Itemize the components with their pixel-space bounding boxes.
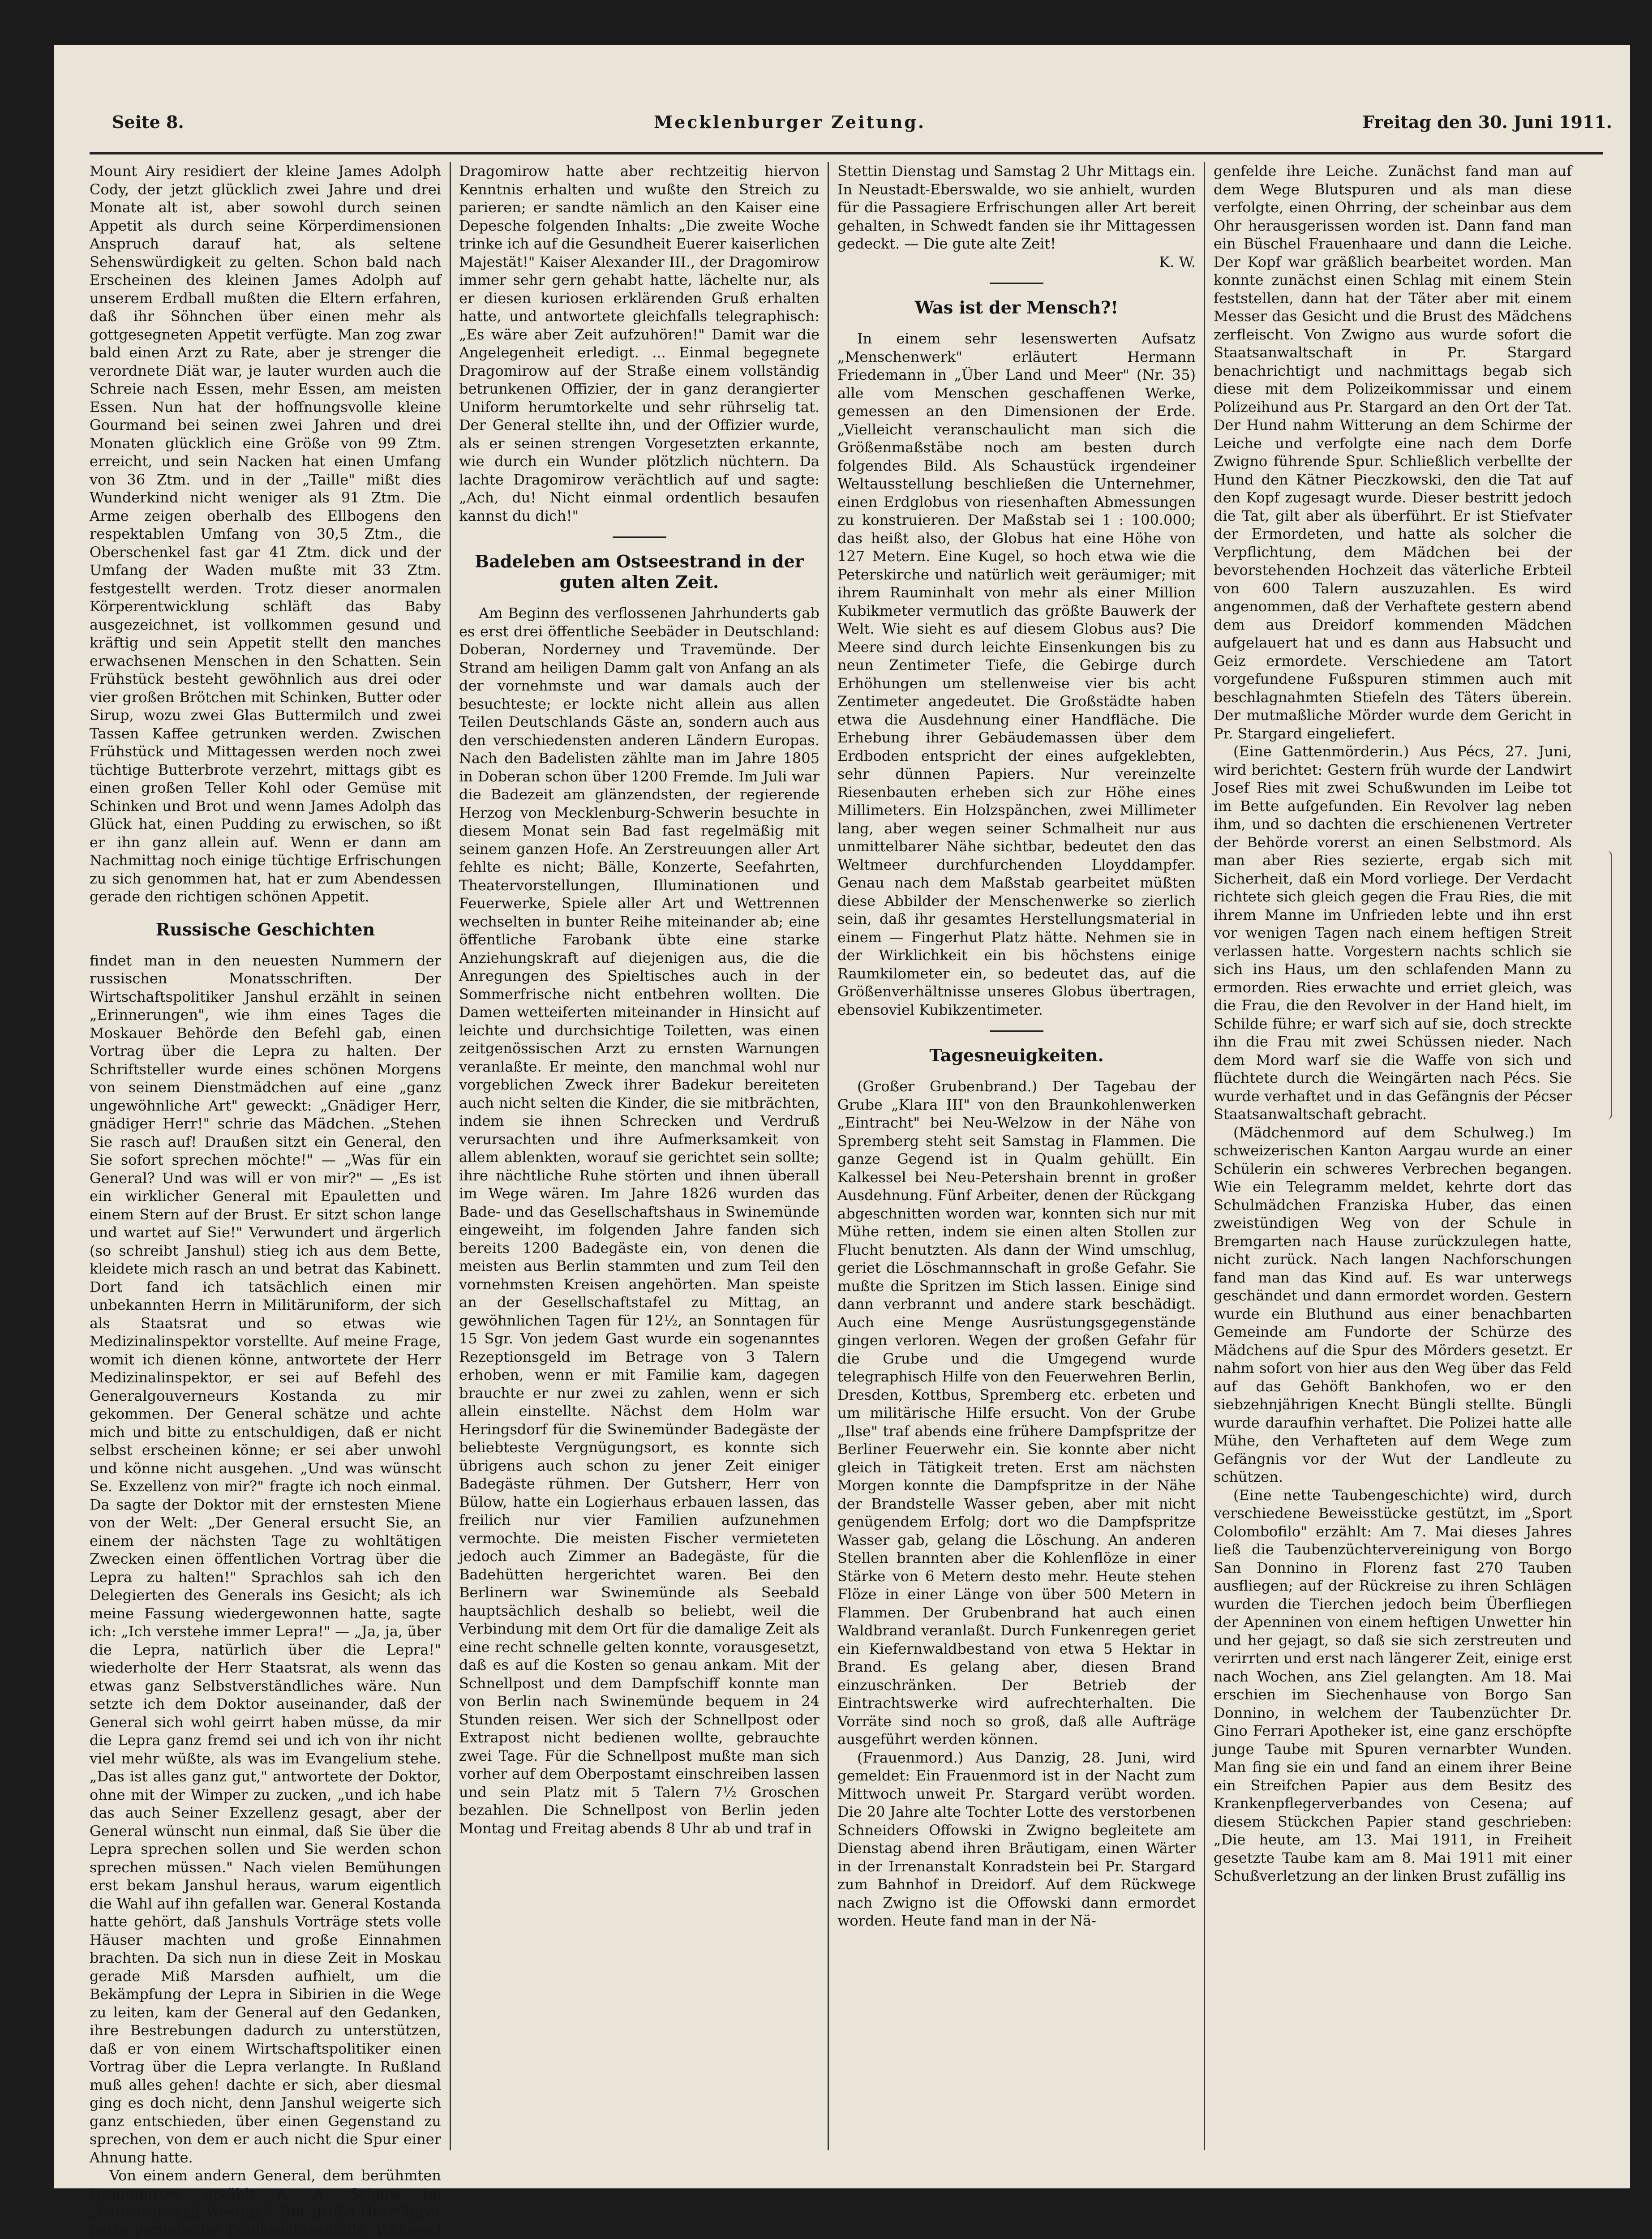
article-dragomirow-continued: Dragomirow hatte aber rechtzeitig hiervon Kenntnis erhalten und wußte den Streich zu parieren; er sandte nämlich an den Kaiser eine Depesche folgenden Inhalts: „Die zweite Woche trinke ich auf die Gesundheit Euerer kaiserlichen Majestät!" Kaiser Alexander III., der Dragomirow immer sehr gern gehabt hatte, lächelte nur, als er diesen kuriosen erklärenden Gruß erhalten hatte, und antwortete gleichfalls telegraphisch: „Es wäre aber Zeit aufzuhören!" Damit war die Angelegenheit erledigt. ... Einmal begegnete Dragomirow auf der Straße einem vollständig betrunkenen Offizier, der in ganz derangierter Uniform herumtorkelte und sehr rührselig tat. Der General stellte ihn, und der Offizier wurde, als er seinen strengen Vorgesetzten erkannte, wie durch ein Wunder plötzlich nüchtern. Da lachte Dragomirow verächtlich auf und sagte: „Ach, du! Nicht einmal ordentlich besaufen kannst du dich!" [459, 163, 820, 524]
news-maedchenmord: (Mädchenmord auf dem Schulweg.) Im schweizerischen Kanton Aargau wurde an einer Schülerin ein schweres Verbrechen begangen. Wie ein Telegramm meldet, kehrte dort das Schulmädchen Franziska Huber, das einen zweistündigen Weg von der Schule in Bremgarten nach Hause zurückzulegen hatte, nicht zurück. Nach langen Nachforschungen fand man das Kind auf. Es war unterwegs geschändet und dann ermordet worden. Gestern wurde ein Bluthund aus einer benachbarten Gemeinde am Fundorte der Schürze des Mädchens auf die Spur des Mörders gesetzt. Er nahm sofort von hier aus den Weg über das Feld auf das Gehöft Bankhofen, wo er den siebzehnjährigen Knecht Büngli stellte. Büngli wurde daraufhin verhaftet. Die Polizei hatte alle Mühe, den Verhafteten auf dem Wege zum Gefängnis vor der Wut der Landleute zu schützen. [1214, 1124, 1572, 1485]
headline-badeleben: Badeleben am Ostseestrand in der guten alten Zeit. [475, 551, 804, 592]
article-cody-text: Mount Airy residiert der kleine James Adolph Cody, der jetzt glücklich zwei Jahre und drei Monate alt ist, aber sowohl durch seinen Appetit als durch seine Körperdimensionen Anspruch darauf hat, als seltene Sehenswürdigkeit zu gelten. Schon bald nach Erscheinen des kleinen James Adolph auf unserem Erdball mußten die Eltern erfahren, daß ihr Söhnchen über einen mehr als gottgesegneten Appetit verfügte. Man zog zwar bald einen Arzt zu Rate, aber je strenger die verordnete Diät war, je lauter wurden auch die Schreie nach Essen, mehr Essen, am meisten Essen. Nun hat der hoffnungsvolle kleine Gourmand bei seinen zwei Jahren und drei Monaten glücklich eine Größe von 99 Ztm. erreicht, und sein Nacken hat einen Umfang von 36 Ztm. und in der „Taille" mißt dies Wunderkind nicht weniger als 91 Ztm. Die Arme zeigen oberhalb des Ellbogens den respektablen Umfang von 30,5 Ztm., die Oberschenkel fast gar 41 Ztm. dick und der Umfang der Waden mußte mit 33 Ztm. festgestellt werden. Trotz dieser anormalen Körperentwicklung schläft das Baby ausgezeichnet, ist vollkommen gesund und kräftig und sein Appetit stellt den manches erwachsenen Menschen in den Schatten. Sein Frühstück besteht gewöhnlich aus drei oder vier großen Brötchen mit Schinken, Butter oder Sirup, wozu zwei Glas Buttermilch und zwei Tassen Kaffee getrunken werden. Zwischen Frühstück und Mittagessen werden noch zwei tüchtige Butterbrote verzehrt, mittags gibt es einen großen Teller Kohl oder Gemüse mit Schinken und Brot und wenn James Adolph das Glück hat, einen Pudding zu erwischen, so ißt er ihn ganz allein auf. Wenn er dann am Nachmittag noch einige tüchtige Erfrischungen zu sich genommen hat, hat er zum Abendessen gerade den richtigen schönen Appetit. [90, 163, 441, 905]
article-badeleben-text: Am Beginn des verflossenen Jahrhunderts gab es erst drei öffentliche Seebäder in Deutschland: Doberan, Norderney und Travemünde. Der Strand am heiligen Damm galt von Anfang an als der vornehmste und war damals auch der besuchteste; er lockte nicht allein aus allen Teilen Deutschlands Gäste an, sondern auch aus den verschiedensten anderen Ländern Europas. Nach den Badelisten zählte man im Jahre 1805 in Doberan schon über 1200 Fremde. Im Juli war die Badezeit am glänzendsten, der regierende Herzog von Mecklenburg-Schwerin besuchte in diesem Monat sein Bad fast regelmäßig mit seinem ganzen Hofe. An Zerstreuungen aller Art fehlte es nicht; Bälle, Konzerte, Seefahrten, Theatervorstellungen, Illuminationen und Feuerwerke, Spiele aller Art und Wettrennen wechselten in bunter Reihe miteinander ab; eine öffentliche Farobank übte eine starke Anziehungskraft auf diejenigen aus, die die Anregungen des Spieltisches auch in der Sommerfrische nicht entbehren wollten. Die Damen wetteiferten miteinander in Hinsicht auf leichte und durchsichtige Toiletten, was einen zeitgenössischen Arzt zu ernsten Warnungen veranlaßte. Er meinte, den manchmal wohl nur vorgeblichen Zweck ihrer Badekur bereiteten auch nicht selten die Kinder, die sie mitbrächten, indem sie ihnen Schrecken und Verdruß verursachten und ihre Aufmerksamkeit von allem ablenkten, worauf sie gerichtet sein sollte; ihre nächtliche Ruhe störten und ihnen überall im Wege wären. Im Jahre 1826 wurden das Bade- und das Gesellschaftshaus in Swinemünde eingeweiht, im folgenden Jahre fanden sich bereits 1200 Badegäste ein, von denen die meisten aus Berlin stammten und zum Teil den vornehmsten Kreisen angehörten. Man speiste an der Gesellschaftstafel zu Mittag, an gewöhnlichen Tagen für 12½, an Sonntagen für 15 Sgr. Von jedem Gast wurde ein sogenanntes Rezeptionsgeld im Betrage von 3 Talern erhoben, wenn er mit Familie kam, dagegen brauchte er nur zwei zu zahlen, wenn er sich allein einstellte. Nächst dem Holm war Heringsdorf für die Swinemünder Badegäste der beliebteste Vergnügungsort, es konnte sich übrigens auch schon zu jener Zeit einiger Badegäste rühmen. Der Gutsherr, Herr von Bülow, hatte ein Logierhaus erbauen lassen, das freilich nur vier Familien aufzunehmen vermochte. Die meisten Fischer vermieteten jedoch auch Zimmer an Badegäste, für die Badehütten hergerichtet waren. Bei den Berlinern war Swinemünde als Seebald hauptsächlich deshalb so beliebt, weil die Verbindung mit dem Ort für die damalige Zeit als eine recht schnelle gelten konnte, vorausgesetzt, daß es auf die Kosten so genau ankam. Mit der Schnellpost und dem Dampfschiff konnte man von Berlin nach Swinemünde bequem in 24 Stunden reisen. Wer sich der Schnellpost oder Extrapost nicht bedienen wollte, gebrauchte zwei Tage. Für die Schnellpost mußte man sich vorher auf dem Oberpostamt einschreiben lassen und sein Platz mit 5 Talern 7½ Groschen bezahlen. Die Schnellpost von Berlin jeden Montag und Freitag abends 8 Uhr ab und traf in [459, 605, 820, 1837]
headline-tagesneuigkeiten: Tagesneuigkeiten. [929, 1045, 1104, 1065]
column-divider [828, 162, 829, 2150]
headline-russische-geschichten: Russische Geschichten [155, 919, 375, 939]
column-divider [450, 162, 451, 2150]
column-4 [1214, 162, 1572, 2150]
section-divider [990, 283, 1043, 284]
column-1 [90, 162, 441, 2239]
column-3 [837, 162, 1196, 2150]
masthead [72, 112, 1612, 152]
issue-date: Freitag den 30. Juni 1911. [1362, 112, 1612, 132]
news-taubengeschichte: (Eine nette Taubengeschichte) wird, durch verschiedene Beweisstücke gestützt, im „Sport Colombofilo" erzählt: Am 7. Mai dieses Jahres ließ die Taubenzüchtervereinigung von Borgo San Donnino in Florenz fast 270 Tauben ausfliegen; auf der Rückreise zu ihren Schlägen wurden die Tierchen jedoch beim Überfliegen der Apenninen von einem heftigen Unwetter hin und her gejagt, so daß sie sich zerstreuten und verirrten und erst nach längerer Zeit, einige erst nach Wochen, ans Ziel gelangten. Am 18. Mai erschien im Siechenhause von Borgo San Donnino, in welchem der Taubenzüchter Dr. Gino Ferrari Apotheker ist, eine ganz erschöpfte junge Taube mit Spuren vernarbter Wunden. Man fing sie ein und fand an einem ihrer Beine ein Streifchen Papier aus dem Besitz des Krankenpflegerverbandes von Cesena; auf diesem Stückchen Papier stand geschrieben: „Die heute, am 13. Mai 1911, in Freiheit gesetzte Taube kam am 8. Mai 1911 mit einer Schußverletzung an der linken Brust zufällig ins [1214, 1486, 1572, 1884]
article-badeleben-continued: Stettin Dienstag und Samstag 2 Uhr Mittags ein. In Neustadt-Eberswalde, wo sie anhielt, wurden für die Passagiere Erfrischungen aller Art bereit gehalten, in Schwedt fanden sie ihr Mittagessen gedeckt. — Die gute alte Zeit! [837, 163, 1196, 252]
header-rule [90, 152, 1603, 154]
page-fold-mark [1607, 851, 1612, 1120]
news-gattenmoerderin: (Eine Gattenmörderin.) Aus Pécs, 27. Juni, wird berichtet: Gestern früh wurde der Landwirt Josef Ries mit zwei Schußwunden im Leibe tot im Bette aufgefunden. Ein Revolver lag neben ihm, und so dachten die erschienenen Vertreter der Behörde vorerst an einen Selbstmord. Als man aber Ries sezierte, ergab sich mit Sicherheit, daß ein Mord vorliege. Der Verdacht richtete sich gleich gegen die Frau Ries, die mit ihrem Manne im Unfrieden lebte und ihn erst vor wenigen Tagen nach einem heftigen Streit verlassen hatte. Vorgestern nachts schlich sie sich ins Haus, um den schlafenden Mann zu ermorden. Ries erwachte und erriet gleich, was die Frau, die den Revolver in der Hand hielt, im Schilde führe; er warf sich auf sie, doch streckte ihn die Frau mit zwei Schüssen nieder. Nach dem Mord warf sie die Waffe von sich und flüchtete durch die Weingärten nach Pécs. Sie wurde verhaftet und in das Gefängnis der Pécser Staatsanwaltschaft gebracht. [1214, 743, 1572, 1123]
article-dragomirow-text: Von einem andern General, dem berühmten Dragomirow, erzählt A. A. Ssigow im „Istoritscheskij Westnik". Der große Herrführer hatte periodische Trunksuchtsanfälle. Während [90, 2167, 441, 2239]
article-russian-text: findet man in den neuesten Nummern der russischen Monatsschriften. Der Wirtschaftspolitiker Janshul erzählt in seinen „Erinnerungen", wie ihm eines Tages die Moskauer Behörde den Befehl gab, einen Vortrag über die Lepra zu halten. Der Schriftsteller wurde eines schönen Morgens von seinem Dienstmädchen auf eine „ganz ungewöhnliche Art" geweckt: „Gnädiger Herr, gnädiger Herr!" schrie das Mädchen. „Stehen Sie rasch auf! Draußen sitzt ein General, den Sie sofort sprechen möchte!" — „Was für ein General? Und was will er von mir?" — „Es ist ein wirklicher General mit Epauletten und einem Stern auf der Brust. Er sitzt schon lange und wartet auf Sie!" Verwundert und ärgerlich (so schreibt Janshul) stieg ich aus dem Bette, kleidete mich rasch an und betrat das Kabinett. Dort fand ich tatsächlich einen mir unbekannten Herrn in Militäruniform, der sich als Staatsrat und so etwas wie Medizinalinspektor vorstellte. Auf meine Frage, womit ich dienen könne, antwortete der Herr Medizinalinspektor, er sei auf Befehl des Generalgouverneurs Kostanda zu mir gekommen. Der General schätze und achte mich und bitte zu entschuldigen, daß er nicht selbst erscheinen könne; er sei aber unwohl und könne nicht ausgehen. „Und was wünscht Se. Exzellenz von mir?" fragte ich noch einmal. Da sagte der Doktor mit der ernstesten Miene von der Welt: „Der General ersucht Sie, an einem der nächsten Tage zu wohltätigen Zwecken einen öffentlichen Vortrag über die Lepra zu halten!" Sprachlos sah ich den Delegierten des Generals ins Gesicht; als ich meine Fassung wiedergewonnen hatte, sagte ich: „Ich verstehe immer Lepra!" — „Ja, ja, über die Lepra, natürlich über die Lepra!" wiederholte der Herr Staatsrat, als wenn das etwas ganz Selbstverständliches wäre. Nun setzte ich dem Doktor auseinander, daß der General sich wohl geirrt haben müsse, da mir die Lepra ganz fremd sei und ich von ihr nicht viel mehr wüßte, als was im Evangelium stehe. „Das ist alles ganz gut," antwortete der Doktor, ohne mit der Wimper zu zucken, „und ich habe das auch Seiner Exzellenz gesagt, aber der General wünscht nun einmal, daß Sie über die Lepra sprechen sollen und Sie werden schon sprechen müssen." Nach vielen Bemühungen erst bekam Janshul heraus, warum eigentlich die Wahl auf ihn gefallen war. General Kostanda hatte gehört, daß Janshuls Vorträge stets volle Häuser machten und große Einnahmen brachten. Da sich nun in diese Zeit in Moskau gerade Miß Marsden aufhielt, um die Bekämpfung der Lepra in Sibirien in die Wege zu leiten, kam der General auf den Gedanken, ihre Bestrebungen dadurch zu unterstützen, daß er von einem Wirtschaftspolitiker einen Vortrag über die Lepra verlangte. In Rußland muß alles gehen! dachte er sich, aber diesmal ging es doch nicht, denn Janshul weigerte sich ganz entschieden, über einen Gegenstand zu sprechen, von dem er auch nicht die Spur einer Ahnung hatte. [90, 952, 441, 2166]
news-grubenbrand: (Großer Grubenbrand.) Der Tagebau der Grube „Klara III" von den Braunkohlenwerken „Eintracht" bei Neu-Welzow in der Nähe von Spremberg steht seit Samstag in Flammen. Die ganze Gegend ist in Qualm gehüllt. Ein Kalkessel bei Neu-Petershain brennt in großer Ausdehnung. Fünf Arbeiter, denen der Rückgang abgeschnitten worden war, konnten sich nur mit Mühe retten, indem sie einen alten Stollen zur Flucht benutzten. Als dann der Wind umschlug, geriet die Löschmannschaft in große Gefahr. Sie mußte die Spritzen im Stich lassen. Einige sind dann verbrannt und andere stark beschädigt. Auch eine Menge Ausrüstungsgegenstände gingen verloren. Wegen der großen Gefahr für die Grube und die Umgegend wurde telegraphisch Hilfe von den Feuerwehren Berlin, Dresden, Kottbus, Spremberg etc. erbeten und um militärische Hilfe ersucht. Von der Grube „Ilse" traf abends eine frühere Dampfspritze der Berliner Feuerwehr ein. Sie konnte aber nicht gleich in Tätigkeit treten. Erst am nächsten Morgen konnte die Dampfspritze in der Nähe der Brandstelle Wasser geben, aber mit nicht genügendem Erfolg; dort wo die Dampfspritze Wasser gab, gelang die Löschung. An anderen Stellen brannten aber die Kohlenflöze in einer Stärke von 6 Metern desto mehr. Heute stehen Flöze in einer Länge von über 500 Metern in Flammen. Der Grubenbrand hat auch einen Waldbrand veranlaßt. Durch Funkenregen geriet ein Kiefernwaldbestand von etwa 5 Hektar in Brand. Es gelang aber, diesen Brand einzuschränken. Der Betrieb der Eintrachtswerke wird aufrechterhalten. Die Vorräte sind noch so groß, daß alle Aufträge ausgeführt werden können. [837, 1078, 1196, 1748]
headline-was-ist-der-mensch: Was ist der Mensch?! [914, 297, 1119, 317]
author-signature: K. W. [1159, 253, 1196, 270]
section-divider [613, 536, 666, 538]
column-2 [459, 162, 820, 2150]
page-number: Seite 8. [112, 112, 184, 132]
news-frauenmord: (Frauenmord.) Aus Danzig, 28. Juni, wird gemeldet: Ein Frauenmord ist in der Nacht zum Mittwoch unweit Pr. Stargard verübt worden. Die 20 Jahre alte Tochter Lotte des verstorbenen Schneiders Offowski in Zwigno begleitete am Dienstag abend ihren Bräutigam, einen Wärter in der Irrenanstalt Konradstein bei Pr. Stargard zum Bahnhof in Dreidorf. Auf dem Rückwege nach Zwigno ist die Offowski dann ermordet worden. Heute fand man in der Nä- [837, 1749, 1196, 1929]
article-mensch-text: In einem sehr lesenswerten Aufsatz „Menschenwerk" erläutert Hermann Friedemann in „Über Land und Meer" (Nr. 35) alle vom Menschen geschaffenen Werke, gemessen an den Dimensionen der Erde. „Vielleicht veranschaulicht man sich die Größenmaßstäbe noch am besten durch folgendes Bild. Als Schaustück irgendeiner Weltausstellung beschließen die Unternehmer, einen Erdglobus von riesenhaften Abmessungen zu konstruieren. Der Maßstab sei 1 : 100.000; das heißt also, der Globus hat eine Höhe von 127 Metern. Eine Kugel, so hoch etwa wie die Peterskirche und natürlich weit geräumiger; mit ihrem Rauminhalt von mehr als einer Million Kubikmeter vermutlich das größte Bauwerk der Welt. Wie sieht es auf diesem Globus aus? Die Meere sind durch leichte Einsenkungen bis zu neun Zentimeter Tiefe, die Gebirge durch Erhöhungen um stellenweise vier bis acht Zentimeter angedeutet. Die Großstädte haben etwa die Ausdehnung einer Handfläche. Die Erhebung ihrer Gebäudemassen über dem Erdboden entspricht der eines aufgeklebten, sehr dünnen Papiers. Nur vereinzelte Riesenbauten erheben sich zur Höhe eines Millimeters. Ein Holzspänchen, zwei Millimeter lang, aber wegen seiner Schmalheit nur aus unmittelbarer Nähe sichtbar, bedeutet den das Weltmeer durchfurchenden Lloyddampfer. Genau nach dem Maßstab gearbeitet müßten diese Abbilder der Menschenwerke so zierlich sein, daß ihr gesamtes Herstellungsmaterial in einem — Fingerhut Platz hätte. Nehmen sie in der Wirklichkeit ein bis höchstens einige Raumkilometer ein, so bedeutet das, auf die Größenverhältnisse unseres Globus übertragen, ebensoviel Kubikzentimeter. [837, 330, 1196, 1018]
column-divider [1204, 162, 1205, 2150]
news-frauenmord-continued: genfelde ihre Leiche. Zunächst fand man auf dem Wege Blutspuren und als man diese verfolgte, einen Ohrring, der scheinbar aus dem Ohr herausgerissen worden ist. Dann fand man ein Büschel Frauenhaare und dann die Leiche. Der Kopf war gräßlich bearbeitet worden. Man konnte zunächst einen Schlag mit einem Stein feststellen, dann hat der Täter aber mit einem Messer das Gesicht und die Brust des Mädchens zerfleischt. Von Zwigno aus wurde sofort die Staatsanwaltschaft in Pr. Stargard benachrichtigt und nachmittags begab sich diese mit dem Polizeikommissar und einem Polizeihund aus Pr. Stargard an den Ort der Tat. Der Hund nahm Witterung an dem Schirme der Leiche und verfolgte eine nach dem Dorfe Zwigno führende Spur. Schließlich verbellte der Hund den Kätner Pieczkowski, den die Tat auf den Kopf zugesagt wurde. Dieser bestritt jedoch die Tat, gilt aber als überführt. Er ist Stiefvater der Ermordeten, und hatte als solcher die Verpflichtung, dem Mädchen bei der bevorstehenden Hochzeit das väterliche Erbteil von 600 Talern auszuzahlen. Es wird angenommen, daß der Verhaftete gestern abend dem aus Dreidorf kommenden Mädchen aufgelauert hat und es dann aus Habsucht und Geiz ermordete. Verschiedene am Tatort vorgefundene Fußspuren stimmen auch mit beschlagnahmten Stiefeln des Täters überein. Der mutmaßliche Mörder wurde dem Gericht in Pr. Stargard eingeliefert. [1214, 163, 1572, 742]
section-divider [990, 1030, 1043, 1032]
newspaper-page [54, 45, 1630, 2239]
newspaper-title: Mecklenburger Zeitung. [654, 112, 926, 132]
